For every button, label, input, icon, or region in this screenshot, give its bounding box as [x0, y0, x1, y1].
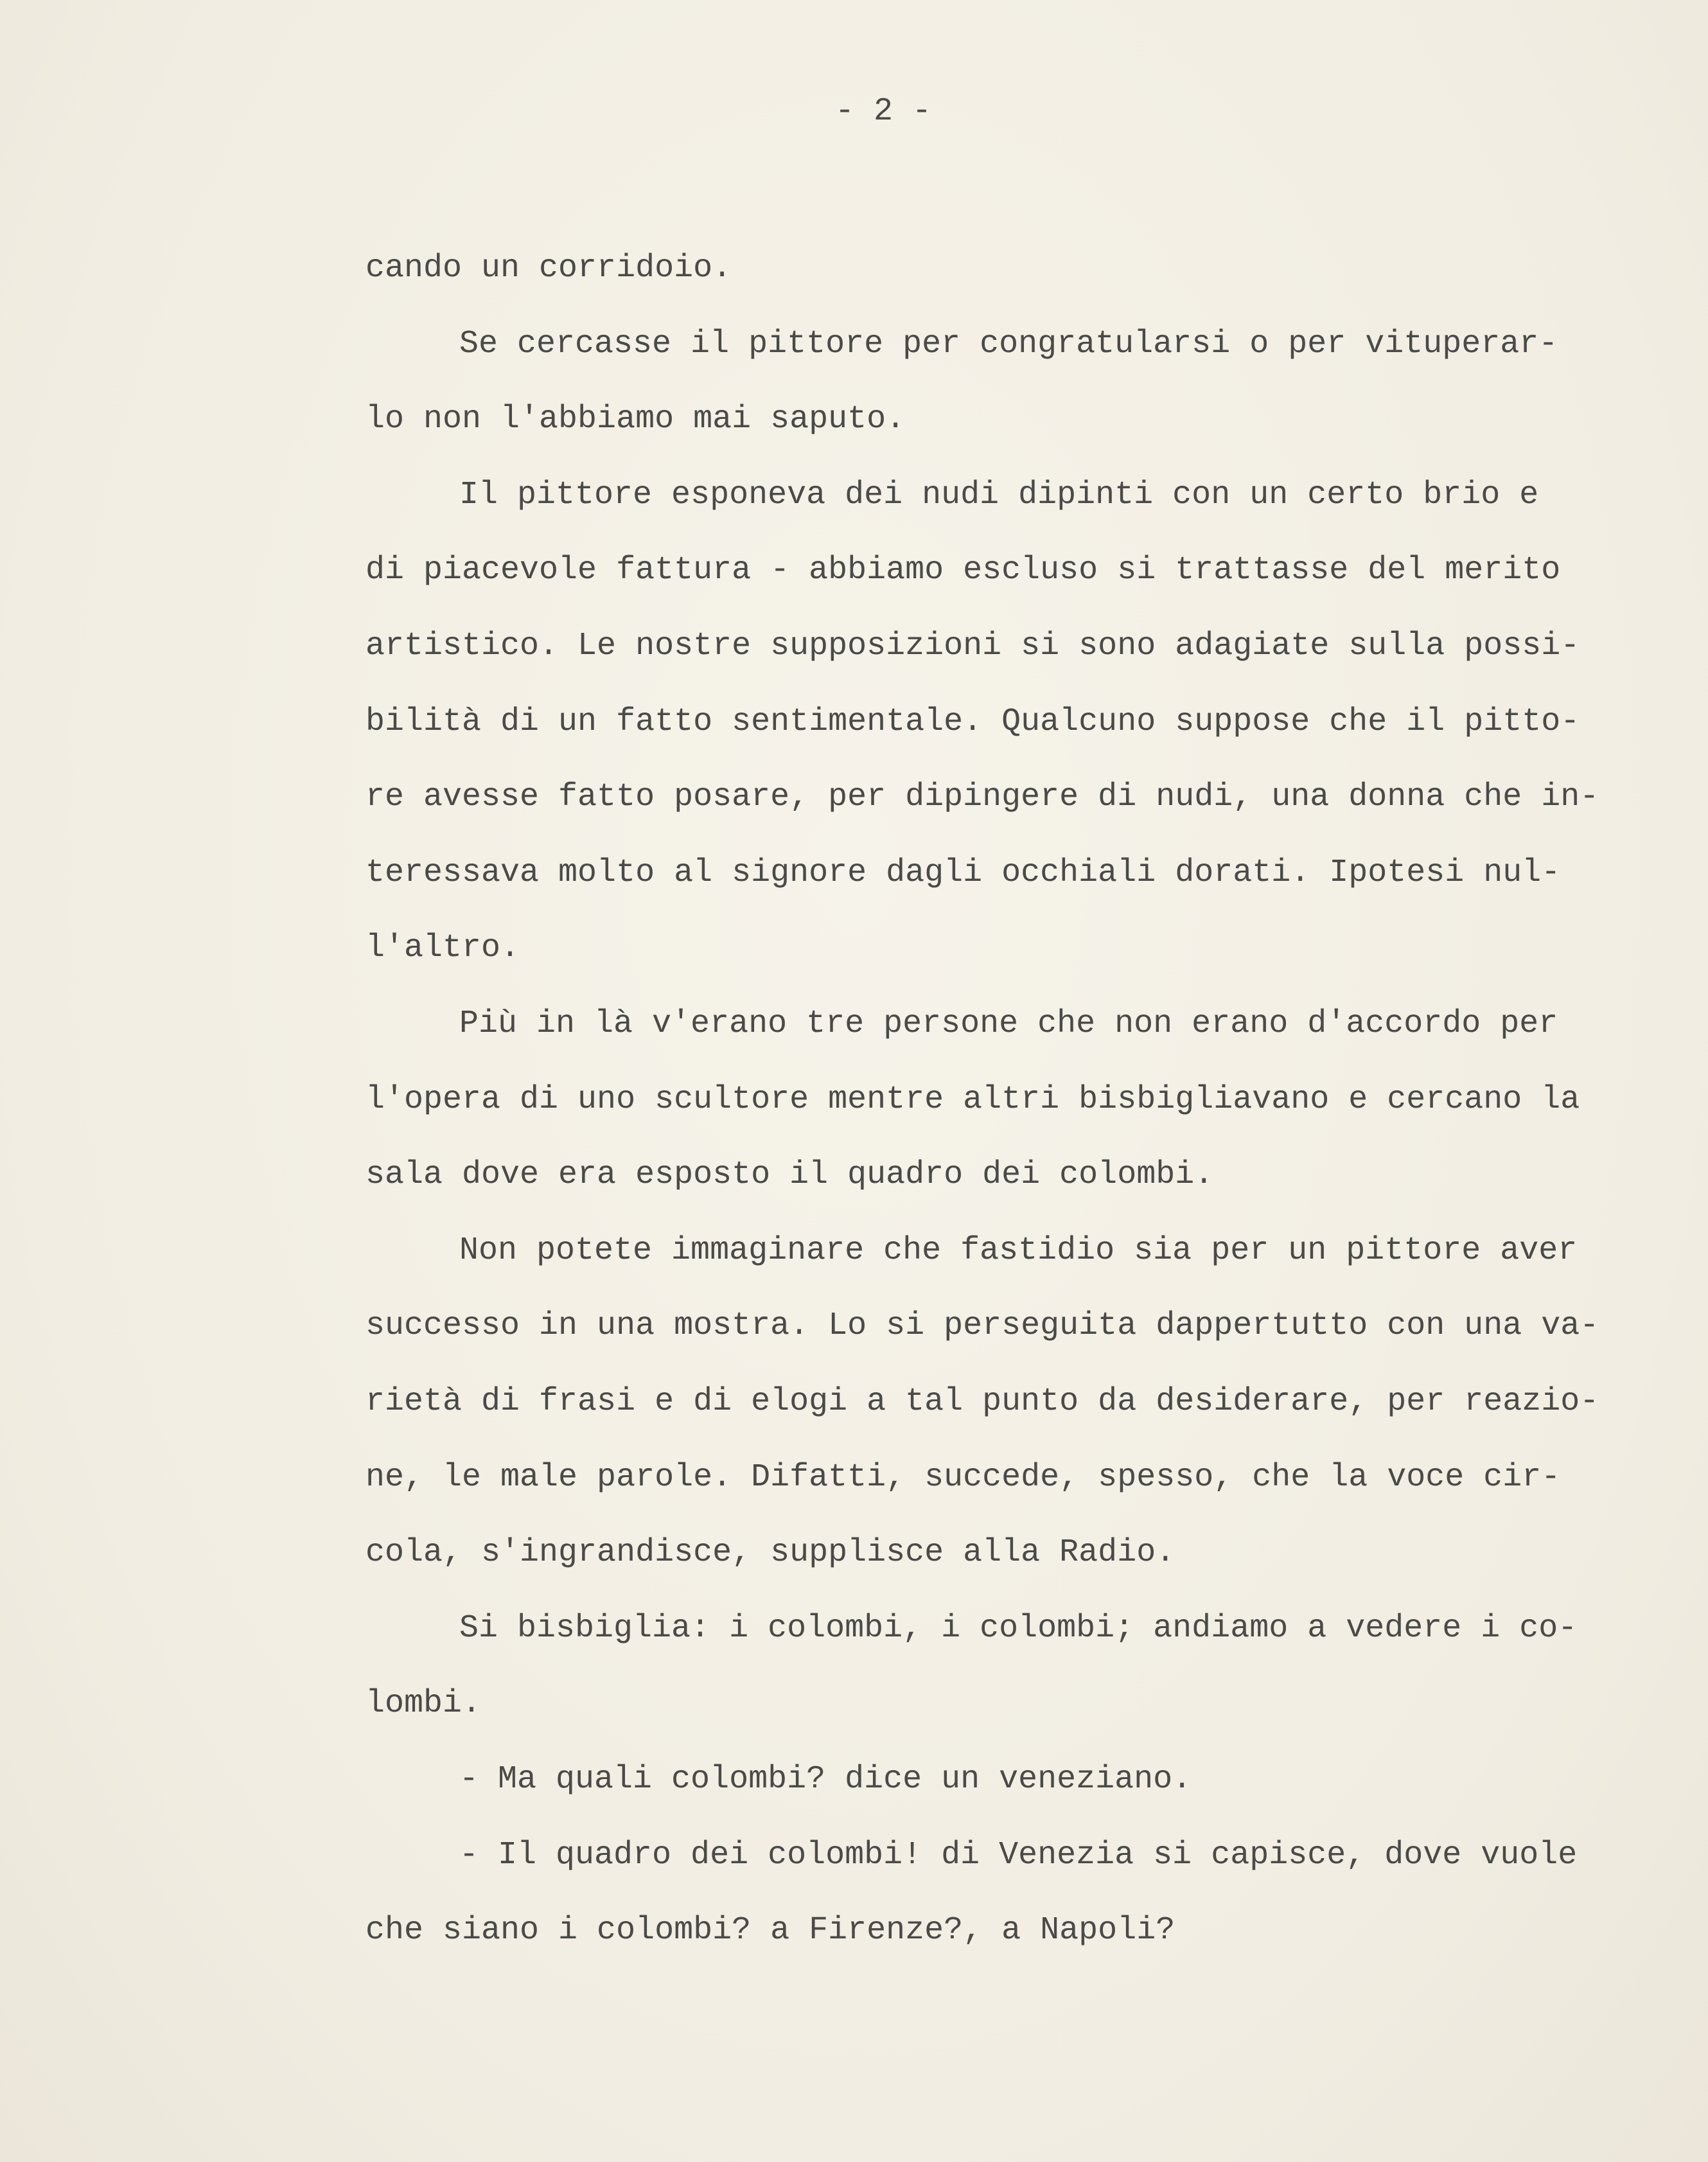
text-line: Il pittore esponeva dei nudi dipinti con un certo brio e	[459, 476, 1539, 513]
page-number: - 2 -	[835, 93, 932, 130]
text-line: l'altro.	[365, 930, 520, 967]
text-line: lombi.	[365, 1685, 482, 1723]
text-line: artistico. Le nostre supposizioni si sono adagiate sulla possi-	[365, 628, 1580, 664]
text-line: Si bisbiglia: i colombi, i colombi; andiamo a vedere i co-	[459, 1609, 1578, 1647]
text-line: Se cercasse il pittore per congratularsi o per vituperar-	[459, 325, 1558, 362]
text-line: Non potete immaginare che fastidio sia per un pittore aver	[459, 1232, 1578, 1269]
text-line: cola, s'ingrandisce, supplisce alla Radio.	[365, 1534, 1175, 1572]
text-line: cando un corridoio.	[365, 250, 732, 287]
text-line: - Ma quali colombi? dice un veneziano.	[459, 1761, 1192, 1798]
text-line: lo non l'abbiamo mai saputo.	[365, 401, 906, 438]
text-line: re avesse fatto posare, per dipingere di nudi, una donna che in-	[365, 779, 1599, 816]
text-line: teressava molto al signore dagli occhiali dorati. Ipotesi nul-	[365, 854, 1561, 891]
text-line: ne, le male parole. Difatti, succede, spesso, che la voce cir-	[365, 1458, 1561, 1496]
text-line: l'opera di uno scultore mentre altri bisbigliavano e cercano la	[365, 1081, 1580, 1118]
text-line: che siano i colombi? a Firenze?, a Napoli?	[365, 1912, 1175, 1949]
text-line: successo in una mostra. Lo si perseguita dappertutto con una va-	[365, 1307, 1599, 1345]
text-line: sala dove era esposto il quadro dei colombi.	[365, 1156, 1214, 1194]
text-line: bilità di un fatto sentimentale. Qualcuno suppose che il pitto-	[365, 703, 1580, 740]
text-line: di piacevole fattura - abbiamo escluso si trattasse del merito	[365, 552, 1561, 589]
text-line: Più in là v'erano tre persone che non erano d'accordo per	[459, 1006, 1558, 1042]
text-line: - Il quadro dei colombi! di Venezia si capisce, dove vuole	[459, 1836, 1578, 1874]
text-line: rietà di frasi e di elogi a tal punto da desiderare, per reazio-	[365, 1383, 1599, 1420]
